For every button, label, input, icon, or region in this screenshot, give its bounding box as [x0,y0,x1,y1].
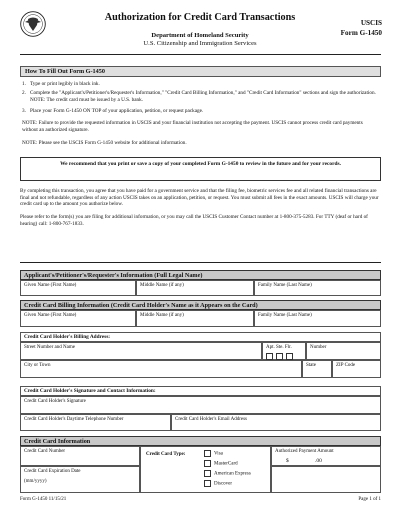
card-type-mastercard[interactable]: MasterCard [204,460,238,468]
footer-page-number: Page 1 of 1 [358,497,381,502]
howto-heading: How To Fill Out Form G-1450 [20,66,381,77]
signature-section-heading: Credit Card Holder's Signature and Contact Information: [20,386,381,396]
card-type-amex[interactable]: American Express [204,470,251,478]
recommend-notice: We recommend that you print or save a copy of your completed Form G-1450 to review in the future and for your records. [20,157,381,181]
billing-section-heading: Credit Card Billing Information (Credit Card Holder's Name as it Appears on the Card) [20,300,381,310]
mastercard-checkbox[interactable] [204,460,211,467]
card-blank-cell [271,466,381,493]
section-rule [20,262,381,263]
expiration-date-field[interactable]: Credit Card Expiration Date (mm/yyyy) [20,466,140,493]
card-number-field[interactable]: Credit Card Number [20,446,140,466]
apt-checkbox[interactable] [266,353,273,360]
note-website: NOTE: Please see the USCIS Form G-1450 website for additional information. [22,140,187,146]
contact-paragraph: Please refer to the form(s) you are filing for additional information, or you may call the USCIS Customer Contact number at 1-800-375-5283. For TTY (deaf or hard of hearing) call: 1-800-767-1833. [20,214,368,227]
state-field[interactable]: State [302,360,332,378]
header-rule [20,54,381,55]
instruction-item-2: 2. Complete the "Applicant's/Petitioner's/Requester's Information," "Credit Card Billing Information," and "Credit Card Information" sections and sign the authorization. NOTE: The credit card must be issued by a U.S. bank. [22,90,376,103]
discover-checkbox[interactable] [204,480,211,487]
card-type-visa[interactable]: Visa [204,450,223,458]
applicant-section-heading: Applicant's/Petitioner's/Requester's Information (Full Legal Name) [20,270,381,280]
visa-checkbox[interactable] [204,450,211,457]
zip-field[interactable]: ZIP Code [332,360,381,378]
agency-abbr: USCIS [360,19,382,27]
payment-amount-field[interactable]: Authorized Payment Amount $ .00 [271,446,381,466]
card-section-heading: Credit Card Information [20,436,381,446]
billing-middle-name-field[interactable]: Middle Name (if any) [136,310,254,327]
header-right [341,18,382,38]
currency-symbol: $ [286,458,289,464]
applicant-given-name-field[interactable]: Given Name (First Name) [20,280,136,296]
header-center [100,12,300,48]
phone-field[interactable]: Credit Card Holder's Daytime Telephone Number [20,414,171,431]
agreement-paragraph: By completing this transaction, you agree that you have paid for a government service and that the filing fee, biometric services fee and all related financial transactions are final and not refundable, regardless of any action USCIS takes on an application, petition, or request. You must submit all fees in the exact amounts. USCIS will charge your credit card up to the amount you authorize below. [20,188,379,207]
applicant-middle-name-field[interactable]: Middle Name (if any) [136,280,254,296]
billing-address-heading: Credit Card Holder's Billing Address: [20,332,381,342]
flr-checkbox[interactable] [286,353,293,360]
footer-form-edition: Form G-1450 11/15/21 [20,497,67,502]
email-field[interactable]: Credit Card Holder's Email Address [171,414,381,431]
ste-checkbox[interactable] [276,353,283,360]
signature-field[interactable]: Credit Card Holder's Signature [20,396,381,414]
agency-name: U.S. Citizenship and Immigration Services [143,40,257,47]
street-name-field[interactable]: Street Number and Name [20,342,262,360]
form-number: Form G-1450 [340,29,382,37]
billing-given-name-field[interactable]: Given Name (First Name) [20,310,136,327]
card-type-group: Credit Card Type: [140,446,271,493]
cents-value: .00 [315,458,322,464]
applicant-family-name-field[interactable]: Family Name (Last Name) [254,280,381,296]
apt-ste-flr-field[interactable]: Apt. Ste. Flr. [262,342,306,360]
address-number-field[interactable]: Number [306,342,381,360]
instruction-item-1: 1. Type or print legibly in black ink. [22,81,100,87]
instruction-item-3: 3. Place your Form G-1450 ON TOP of your application, petition, or request package. [22,108,204,114]
form-title: Authorization for Credit Card Transactions [104,12,296,23]
card-type-discover[interactable]: Discover [204,480,232,488]
amex-checkbox[interactable] [204,470,211,477]
billing-family-name-field[interactable]: Family Name (Last Name) [254,310,381,327]
department-name: Department of Homeland Security [151,32,249,39]
dhs-seal-icon [20,11,46,37]
city-field[interactable]: City or Town [20,360,302,378]
note-failure: NOTE: Failure to provide the requested information in USCIS and your financial institution not accepting the payment. USCIS cannot process credit card payments without an authorized signature. [22,120,363,133]
